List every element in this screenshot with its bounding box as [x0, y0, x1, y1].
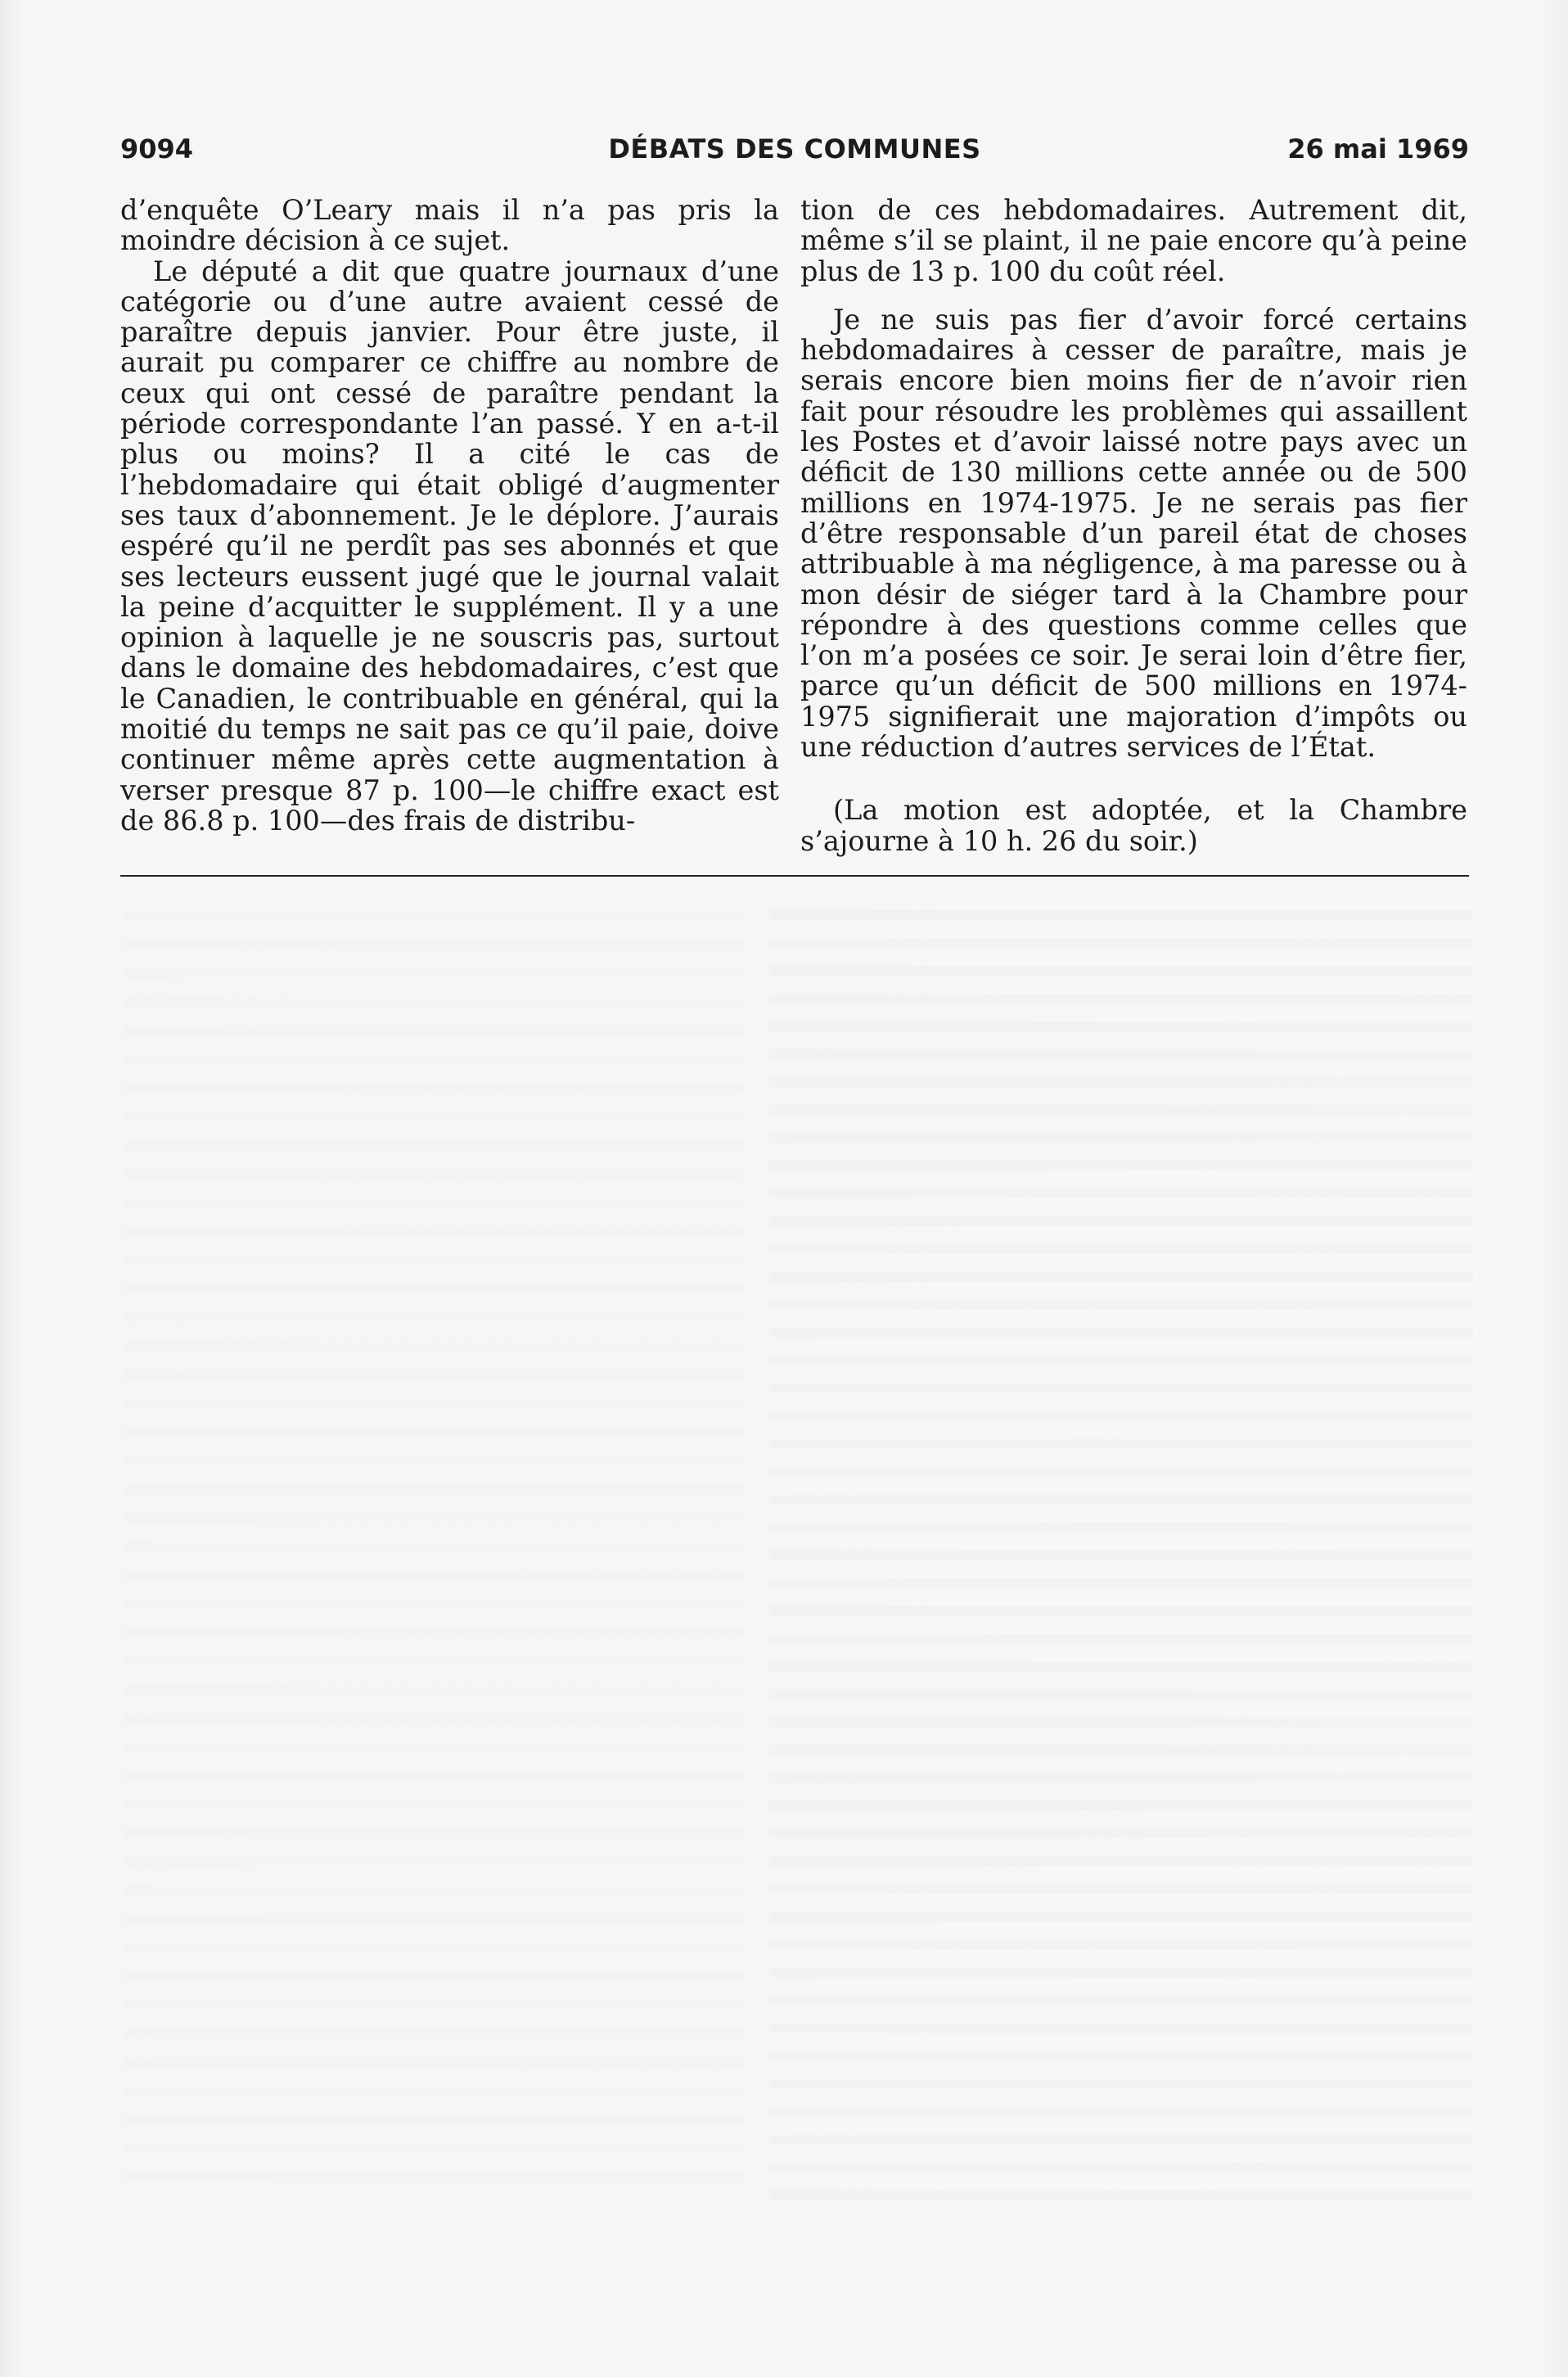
page-header	[120, 131, 1469, 167]
page-number: 9094	[120, 133, 194, 165]
motion-adopted-note: (La motion est adoptée, et la Chambre s’ajourne à 10 h. 26 du soir.)	[800, 794, 1467, 857]
left-column	[120, 195, 779, 836]
paragraph: Je ne suis pas fier d’avoir forcé certains hebdomadaires à cesser de paraître, mais je serais encore bien moins fier de n’avoir rien fait pour résoudre les problèmes qui assaillent les Postes et d’avoir laissé notre pays avec un déficit de 130 millions cette année ou de 500 millions en 1974-1975. Je ne serais pas fier d’être responsable d’un pareil état de choses attribuable à ma négligence, à ma paresse ou à mon désir de siéger tard à la Chambre pour répondre à des questions comme celles que l’on m’a posées ce soir. Je serai loin d’être fier, parce qu’un déficit de 500 millions en 1974-1975 signifierait une majoration d’impôts ou une réduction d’autres services de l’État.	[800, 303, 1467, 764]
paragraph: tion de ces hebdomadaires. Autrement dit, même s’il se plaint, il ne paie encore qu’à peine plus de 13 p. 100 du coût réel.	[800, 194, 1467, 287]
bleed-through-texture	[769, 892, 1473, 2218]
publication-title: DÉBATS DES COMMUNES	[608, 133, 981, 165]
section-divider	[120, 875, 1469, 877]
bleed-through-texture	[123, 892, 745, 2202]
paragraph: Le député a dit que quatre journaux d’une catégorie ou d’une autre avaient cessé de paraître depuis janvier. Pour être juste, il aurait pu comparer ce chiffre au nombre de ceux qui ont cessé de paraître pendant la période correspondante l’an passé. Y en a-t-il plus ou moins? Il a cité le cas de l’hebdomadaire qui était obligé d’augmenter ses taux d’abonnement. Je le déplore. J’aurais espéré qu’il ne perdît pas ses abonnés et que ses lecteurs eussent jugé que le journal valait la peine d’acquitter le supplément. Il y a une opinion à laquelle je ne souscris pas, surtout dans le domaine des hebdomadaires, c’est que le Canadien, le contribuable en général, qui la moitié du temps ne sait pas ce qu’il paie, doive continuer même après cette augmentation à verser presque 87 p. 100—le chiffre exact est de 86.8 p. 100—des frais de distribu-	[120, 255, 779, 837]
right-column	[800, 195, 1467, 856]
paragraph: d’enquête O’Leary mais il n’a pas pris la moindre décision à ce sujet.	[120, 194, 779, 257]
publication-date: 26 mai 1969	[1287, 133, 1469, 165]
